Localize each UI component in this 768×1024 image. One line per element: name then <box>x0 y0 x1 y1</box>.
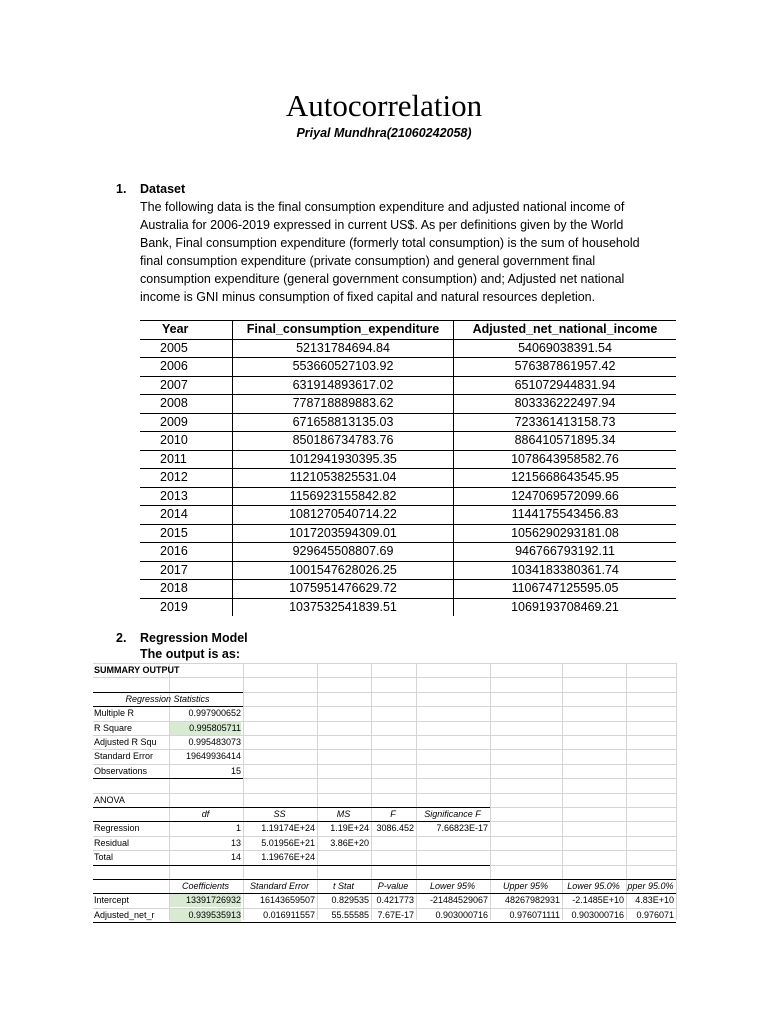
author-line: Priyal Mundhra(21060242058) <box>296 126 472 140</box>
table-row <box>140 487 676 506</box>
table-row <box>140 395 676 414</box>
consumption-cell: 1081270540714.22 <box>233 506 454 525</box>
income-cell: 1247069572099.66 <box>454 487 677 506</box>
stat-label: Observations <box>94 765 148 776</box>
consumption-cell: 850186734783.76 <box>233 432 454 451</box>
anova-cell <box>372 837 414 850</box>
anova-cell: 1.19174E+24 <box>261 823 315 834</box>
anova-cell <box>417 851 488 864</box>
stat-value: 0.997900652 <box>188 708 241 719</box>
table-row <box>140 358 676 377</box>
consumption-cell: 52131784694.84 <box>233 339 454 358</box>
coef-header: P-value <box>377 881 409 891</box>
table-rule <box>93 865 490 866</box>
coef-cell: Intercept <box>94 895 130 906</box>
consumption-cell: 1012941930395.35 <box>233 450 454 469</box>
consumption-cell: 1075951476629.72 <box>233 580 454 599</box>
income-cell: 723361413158.73 <box>454 413 677 432</box>
grid-line <box>676 663 677 920</box>
coef-cell: 7.67E-17 <box>377 909 414 920</box>
table-row <box>140 432 676 451</box>
dataset-table <box>140 320 676 616</box>
stat-label: R Square <box>94 722 133 733</box>
grid-line <box>93 793 676 794</box>
regression-summary-output <box>93 663 676 923</box>
anova-cell: 7.66823E-17 <box>436 823 488 834</box>
year-cell: 2008 <box>140 395 233 414</box>
paragraph-line: consumption expenditure (general government consumption) and; Adjusted net national <box>140 272 625 286</box>
anova-cell: Total <box>94 852 114 863</box>
column-header: Year <box>140 321 233 340</box>
stat-label: Adjusted R Squ <box>94 737 157 747</box>
column-header: Adjusted_net_national_income <box>454 321 677 340</box>
consumption-cell: 1001547628026.25 <box>233 561 454 580</box>
year-cell: 2017 <box>140 561 233 580</box>
income-cell: 1069193708469.21 <box>454 598 677 616</box>
year-cell: 2013 <box>140 487 233 506</box>
year-cell: 2011 <box>140 450 233 469</box>
year-cell: 2015 <box>140 524 233 543</box>
consumption-cell: 631914893617.02 <box>233 376 454 395</box>
coef-cell: 4.83E+10 <box>635 895 674 906</box>
year-cell: 2018 <box>140 580 233 599</box>
anova-cell: 1 <box>235 823 241 834</box>
anova-title: ANOVA <box>94 794 125 805</box>
coef-header: pper 95.0% <box>627 881 674 891</box>
section-2-number: 2. <box>116 631 127 645</box>
coef-header: t Stat <box>332 881 354 891</box>
paragraph-line: income is GNI minus consumption of fixed capital and natural resources depletion. <box>140 290 596 304</box>
table-row <box>140 524 676 543</box>
income-cell: 54069038391.54 <box>454 339 677 358</box>
coef-cell: 0.976071111 <box>509 909 560 920</box>
table-row <box>140 413 676 432</box>
anova-cell: 3086.452 <box>376 823 414 834</box>
anova-cell: 1.19E+24 <box>330 823 369 834</box>
table-row <box>140 450 676 469</box>
section-1-heading: Dataset <box>140 182 186 196</box>
table-row <box>140 376 676 395</box>
coef-cell: -2.1485E+10 <box>572 895 624 906</box>
consumption-cell: 1156923155842.82 <box>233 487 454 506</box>
anova-header: SS <box>273 809 286 819</box>
stat-value: 0.995805711 <box>170 722 241 735</box>
income-cell: 576387861957.42 <box>454 358 677 377</box>
stat-label: Multiple R <box>94 708 135 719</box>
coef-header: Lower 95.0% <box>567 881 620 891</box>
section-1-number: 1. <box>116 182 127 196</box>
income-cell: 803336222497.94 <box>454 395 677 414</box>
year-cell: 2016 <box>140 543 233 562</box>
coef-header: Coefficients <box>181 881 230 891</box>
anova-cell: 1.19676E+24 <box>261 852 315 863</box>
coef-cell: -21484529067 <box>429 895 488 906</box>
paragraph-line: Bank, Final consumption expenditure (formerly total consumption) is the sum of household <box>140 236 640 250</box>
table-rule <box>93 922 676 923</box>
coef-cell: 0.903000716 <box>571 909 624 920</box>
anova-cell <box>417 837 488 850</box>
anova-header: df <box>201 809 210 819</box>
anova-cell: 13 <box>230 837 241 848</box>
output-intro: The output is as: <box>140 647 240 661</box>
year-cell: 2010 <box>140 432 233 451</box>
consumption-cell: 778718889883.62 <box>233 395 454 414</box>
paragraph-line: final consumption expenditure (private consumption) and general government final <box>140 254 596 268</box>
table-row <box>140 561 676 580</box>
income-cell: 1034183380361.74 <box>454 561 677 580</box>
paragraph-line: Australia for 2006-2019 expressed in current US$. As per definitions given by the World <box>140 218 624 232</box>
coef-cell: 0.939535913 <box>170 909 241 922</box>
coef-cell: 0.421773 <box>376 895 414 906</box>
consumption-cell: 1121053825531.04 <box>233 469 454 488</box>
coef-cell: 0.016911557 <box>263 909 315 920</box>
consumption-cell: 929645508807.69 <box>233 543 454 562</box>
income-cell: 1144175543456.83 <box>454 506 677 525</box>
anova-cell: 3.86E+20 <box>330 837 369 848</box>
income-cell: 1215668643545.95 <box>454 469 677 488</box>
consumption-cell: 1037532541839.51 <box>233 598 454 616</box>
regression-stats-header: Regression Statistics <box>125 693 210 704</box>
coef-cell: Adjusted_net_r <box>94 909 155 920</box>
year-cell: 2007 <box>140 376 233 395</box>
table-row <box>140 543 676 562</box>
dataset-paragraph <box>140 198 672 306</box>
consumption-cell: 1017203594309.01 <box>233 524 454 543</box>
anova-cell: Residual <box>94 837 130 848</box>
income-cell: 651072944831.94 <box>454 376 677 395</box>
anova-cell <box>318 851 369 864</box>
anova-header: Significance F <box>424 809 481 819</box>
table-rule <box>93 692 243 693</box>
coef-header: Lower 95% <box>429 881 476 891</box>
section-2-heading: Regression Model <box>140 631 248 645</box>
year-cell: 2005 <box>140 339 233 358</box>
table-rule <box>93 778 243 779</box>
stat-label: Standard Error <box>94 751 154 762</box>
anova-cell: 5.01956E+21 <box>261 837 315 848</box>
coef-cell: 0.829535 <box>331 895 369 906</box>
year-cell: 2009 <box>140 413 233 432</box>
income-cell: 1056290293181.08 <box>454 524 677 543</box>
paragraph-line: The following data is the final consumption expenditure and adjusted national income of <box>140 200 625 214</box>
income-cell: 1106747125595.05 <box>454 580 677 599</box>
table-row <box>140 580 676 599</box>
year-cell: 2006 <box>140 358 233 377</box>
stat-value: 15 <box>230 765 241 776</box>
coef-cell: 0.976071 <box>636 909 674 920</box>
coef-cell: 13391726932 <box>170 894 241 907</box>
grid-line <box>93 677 676 678</box>
table-row <box>140 469 676 488</box>
coef-cell: 16143659507 <box>259 895 315 906</box>
coef-header: Standard Error <box>249 881 310 891</box>
income-cell: 946766793192.11 <box>454 543 677 562</box>
coef-cell: 55.55585 <box>331 909 369 920</box>
summary-title: SUMMARY OUTPUT <box>94 665 180 675</box>
anova-cell <box>372 851 414 864</box>
table-header-row <box>140 321 676 340</box>
column-header: Final_consumption_expenditure <box>233 321 454 340</box>
year-cell: 2019 <box>160 599 188 614</box>
year-cell: 2012 <box>140 469 233 488</box>
anova-cell: Regression <box>94 823 140 834</box>
anova-header: MS <box>336 809 351 819</box>
coef-cell: 0.903000716 <box>435 909 488 920</box>
coef-header: Upper 95% <box>502 881 549 891</box>
stat-value: 0.995483073 <box>188 737 241 747</box>
table-row <box>140 598 676 616</box>
income-cell: 1078643958582.76 <box>454 450 677 469</box>
anova-header: F <box>390 809 396 819</box>
year-cell: 2014 <box>140 506 233 525</box>
income-cell: 886410571895.34 <box>454 432 677 451</box>
table-row <box>140 506 676 525</box>
table-row <box>140 339 676 358</box>
stat-value: 19649936414 <box>185 751 241 762</box>
consumption-cell: 671658813135.03 <box>233 413 454 432</box>
anova-cell: 14 <box>230 852 241 863</box>
coef-cell: 48267982931 <box>504 895 560 906</box>
document-title: Autocorrelation <box>285 88 483 123</box>
consumption-cell: 553660527103.92 <box>233 358 454 377</box>
